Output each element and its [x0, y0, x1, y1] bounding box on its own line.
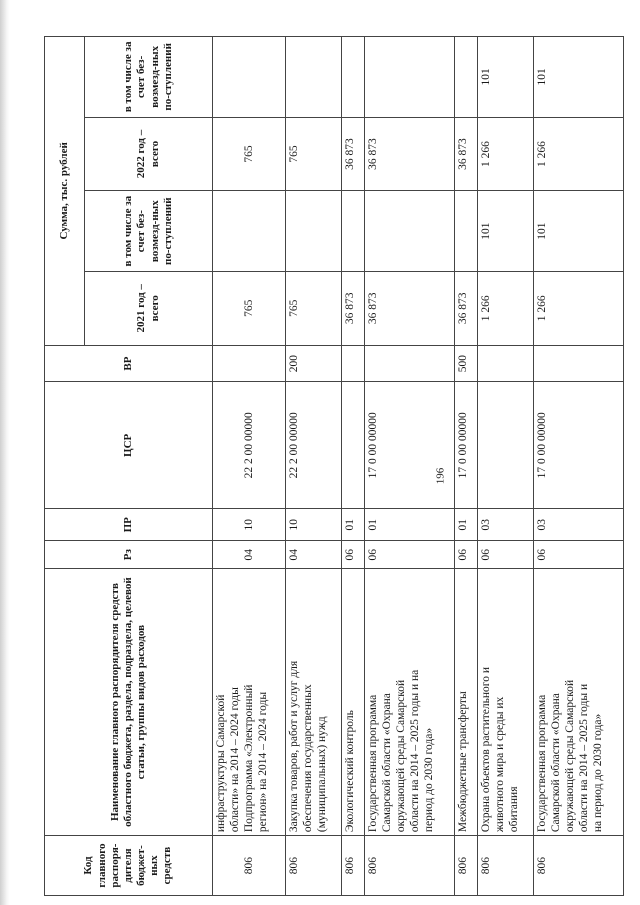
cell-name: Охрана объектов растительного и животного мира и среды их обитания: [477, 569, 533, 836]
cell-pr: 10: [213, 509, 286, 541]
cell-2022-total: 36 873: [365, 117, 455, 191]
header-code: Код главного распоря-дителя бюджет-ных средств: [45, 836, 213, 896]
cell-code: 806: [534, 836, 624, 896]
header-2022-total: 2022 год – всего: [85, 117, 213, 191]
cell-2021-total: 765: [213, 271, 286, 345]
cell-csr: 17 0 00 00000: [365, 382, 455, 509]
cell-2022-total: 765: [213, 117, 286, 191]
cell-2021-total: 765: [286, 271, 342, 345]
table-row: [342, 37, 365, 896]
header-2022-gratuitous: в том числе за счет без-возмезд-ных по-ступлений: [85, 37, 213, 118]
cell-csr: 22 2 00 00000: [286, 382, 342, 509]
cell-code: 806: [213, 836, 286, 896]
cell-name: Межбюджетные трансферты: [455, 569, 478, 836]
cell-code: 806: [455, 836, 478, 896]
page-number: 196: [434, 467, 447, 485]
cell-2021-total: 36 873: [342, 271, 365, 345]
cell-csr: 17 0 00 00000: [534, 382, 624, 509]
table-row: [213, 37, 286, 896]
cell-2022-total: 1 266: [477, 117, 533, 191]
cell-vr: [477, 345, 533, 382]
cell-2021-total: 36 873: [365, 271, 455, 345]
cell-rz: 06: [342, 541, 365, 569]
cell-code: 806: [365, 836, 455, 896]
budget-table: [44, 36, 624, 896]
cell-rz: 06: [534, 541, 624, 569]
table-row: [365, 37, 455, 896]
cell-rz: 06: [365, 541, 455, 569]
cell-csr: 17 0 00 00000: [455, 382, 478, 509]
cell-csr: [477, 382, 533, 509]
cell-2021-total: 1 266: [534, 271, 624, 345]
cell-vr: [342, 345, 365, 382]
cell-2021-gratuitous: [455, 191, 478, 272]
header-2021-gratuitous: в том числе за счет без-возмезд-ных по-ступлений: [85, 191, 213, 272]
rotated-table-wrapper: [44, 36, 624, 896]
table-row: [534, 37, 624, 896]
cell-pr: 01: [342, 509, 365, 541]
cell-vr: [213, 345, 286, 382]
cell-vr: 500: [455, 345, 478, 382]
cell-pr: 03: [477, 509, 533, 541]
cell-rz: 04: [286, 541, 342, 569]
header-sum: Сумма, тыс. рублей: [45, 37, 85, 346]
cell-2022-total: 36 873: [455, 117, 478, 191]
cell-2022-gratuitous: 101: [534, 37, 624, 118]
cell-csr: 22 2 00 00000: [213, 382, 286, 509]
cell-rz: 06: [477, 541, 533, 569]
cell-name: Государственная программа Самарской области «Охрана окружающей среды Самарской области на 2014 – 2025 годы и на период до 2030 года»: [534, 569, 624, 836]
cell-2022-total: 765: [286, 117, 342, 191]
cell-code: 806: [286, 836, 342, 896]
cell-2021-gratuitous: [286, 191, 342, 272]
cell-csr: [342, 382, 365, 509]
header-name: Наименование главного распорядителя средств областного бюджета, раздела, подраздела, целевой статьи, группы видов расходов: [45, 569, 213, 836]
cell-2021-gratuitous: [365, 191, 455, 272]
cell-name: Закупка товаров, работ и услуг для обеспечения государственных (муниципальных) нужд: [286, 569, 342, 836]
table-row: [286, 37, 342, 896]
header-rz: Рз: [45, 541, 213, 569]
cell-code: 806: [342, 836, 365, 896]
header-csr: ЦСР: [45, 382, 213, 509]
cell-vr: [365, 345, 455, 382]
cell-2022-total: 36 873: [342, 117, 365, 191]
cell-name: Государственная программа Самарской области «Охрана окружающей среды Самарской области на 2014 – 2025 годы и на период до 2030 года»: [365, 569, 455, 836]
cell-2021-gratuitous: [213, 191, 286, 272]
cell-pr: 01: [365, 509, 455, 541]
cell-vr: 200: [286, 345, 342, 382]
cell-2022-gratuitous: [365, 37, 455, 118]
cell-2022-gratuitous: [455, 37, 478, 118]
scan-edge-shadow: [0, 0, 10, 905]
cell-2021-gratuitous: 101: [534, 191, 624, 272]
header-2021-total: 2021 год – всего: [85, 271, 213, 345]
cell-rz: 06: [455, 541, 478, 569]
header-pr: ПР: [45, 509, 213, 541]
cell-2022-gratuitous: [342, 37, 365, 118]
header-vr: ВР: [45, 345, 213, 382]
cell-2021-gratuitous: 101: [477, 191, 533, 272]
cell-pr: 03: [534, 509, 624, 541]
cell-2021-gratuitous: [342, 191, 365, 272]
table-body: [213, 37, 624, 896]
cell-2022-total: 1 266: [534, 117, 624, 191]
table-row: [455, 37, 478, 896]
cell-name: инфраструктуры Самарской области» на 2014 – 2024 годы Подпрограмма «Электронный регион» на 2014 – 2024 годы: [213, 569, 286, 836]
cell-code: 806: [477, 836, 533, 896]
cell-vr: [534, 345, 624, 382]
cell-2022-gratuitous: 101: [477, 37, 533, 118]
table-row: [477, 37, 533, 896]
cell-pr: 01: [455, 509, 478, 541]
cell-pr: 10: [286, 509, 342, 541]
cell-2022-gratuitous: [286, 37, 342, 118]
cell-name: Экологический контроль: [342, 569, 365, 836]
cell-2021-total: 36 873: [455, 271, 478, 345]
cell-rz: 04: [213, 541, 286, 569]
cell-2021-total: 1 266: [477, 271, 533, 345]
cell-2022-gratuitous: [213, 37, 286, 118]
